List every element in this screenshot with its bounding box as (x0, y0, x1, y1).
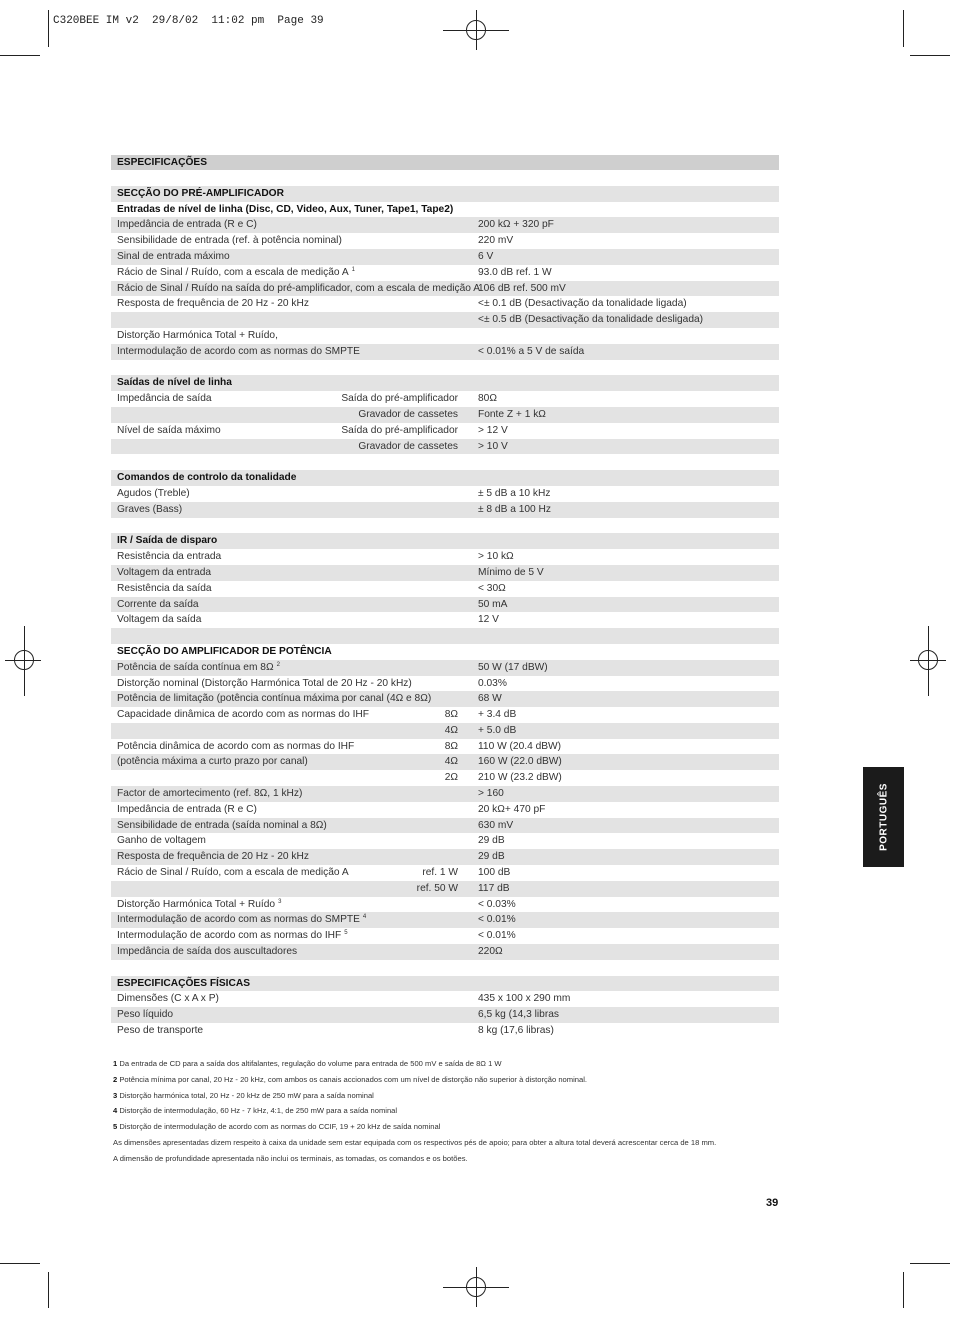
spec-row (111, 912, 779, 928)
spec-value: 435 x 100 x 290 mm (478, 993, 571, 1005)
footnote-text: Distorção de intermodulação de acordo com as normas do CCIF, 19 + 20 kHz de saída nominal (119, 1122, 441, 1132)
spec-row (111, 818, 779, 834)
language-tab-label: PORTUGUÊS (878, 783, 889, 851)
spec-value: < 0.03% (478, 898, 516, 910)
spec-row (111, 233, 779, 249)
spec-row (111, 265, 779, 281)
spec-label: (potência máxima a curto prazo por canal) (117, 756, 308, 768)
footnote-ref: 1 (351, 266, 355, 273)
spec-label: Intermodulação de acordo com as normas do IHF (117, 930, 342, 942)
spec-value: < 0.01% (478, 914, 516, 926)
spec-row (111, 423, 779, 439)
spec-row (111, 707, 779, 723)
footnote (113, 1119, 813, 1135)
spec-label: Nível de saída máximo (117, 424, 221, 436)
language-tab (863, 767, 904, 867)
spec-row (111, 786, 779, 802)
spec-row (111, 849, 779, 865)
spec-label: Rácio de Sinal / Ruído, com a escala de medição A (117, 867, 349, 879)
footnote (113, 1151, 813, 1167)
specifications-table (111, 155, 779, 1039)
footnote-number: 3 (113, 1090, 118, 1100)
spec-spacer (111, 454, 779, 470)
spec-row (111, 739, 779, 755)
spec-condition: Saída do pré-amplificador (341, 393, 458, 405)
spec-label: ESPECIFICAÇÕES (117, 157, 208, 168)
spec-value: 100 dB (478, 867, 511, 879)
spec-value: 29 dB (478, 851, 505, 863)
footnote-text: A dimensão de profundidade apresentada não inclui os terminais, as tomadas, os comandos e os botões. (113, 1153, 468, 1163)
spec-value: 20 kΩ+ 470 pF (478, 803, 546, 815)
spec-value: 80Ω (478, 393, 497, 405)
spec-value: 50 W (17 dBW) (478, 661, 548, 673)
spec-label: Peso de transporte (117, 1025, 204, 1037)
spec-label: Corrente da saída (117, 598, 199, 610)
spec-label: Sensibilidade de entrada (ref. à potência nominal) (117, 235, 342, 247)
spec-value: 12 V (478, 614, 499, 626)
spec-row (111, 802, 779, 818)
spec-row (111, 754, 779, 770)
spec-label: Potência de limitação (potência contínua máxima por canal (4Ω e 8Ω) (117, 693, 432, 705)
footnote (113, 1135, 813, 1151)
spec-value: 93.0 dB ref. 1 W (478, 266, 552, 278)
spec-label: Voltagem da entrada (117, 566, 212, 578)
spec-value: <± 0.1 dB (Desactivação da tonalidade ligada) (478, 298, 687, 310)
spec-condition: 4Ω (444, 756, 458, 768)
spec-value: 220 mV (478, 235, 514, 247)
spec-row (111, 312, 779, 328)
spec-title (111, 155, 779, 170)
spec-label: Distorção nominal (Distorção Harmónica Total de 20 Hz - 20 kHz) (117, 677, 412, 689)
spec-row (111, 691, 779, 707)
spec-value: 117 dB (478, 882, 510, 894)
spec-label: Impedância de saída dos auscultadores (117, 946, 298, 958)
spec-row (111, 897, 779, 913)
footnote-ref: 2 (276, 661, 280, 668)
spec-label: Factor de amortecimento (ref. 8Ω, 1 kHz) (117, 788, 303, 800)
spec-section-heading (111, 186, 779, 202)
spec-value: 630 mV (478, 819, 514, 831)
footnote-ref: 5 (344, 930, 348, 937)
spec-row (111, 991, 779, 1007)
spec-label: SECÇÃO DO PRÉ-AMPLIFICADOR (117, 187, 284, 199)
spec-value: 110 W (20.4 dBW) (478, 740, 562, 752)
spec-label: Capacidade dinâmica de acordo com as normas do IHF (117, 709, 369, 721)
footnote-text: Distorção de intermodulação, 60 Hz - 7 kHz, 4:1, de 250 mW para a saída nominal (119, 1106, 398, 1116)
spec-spacer (111, 360, 779, 376)
spec-value: < 30Ω (478, 582, 506, 594)
spec-row (111, 328, 779, 344)
spec-section-heading (111, 976, 779, 992)
footnote-text: Potência mínima por canal, 20 Hz - 20 kHz, com ambos os canais accionados com um nível de distorção não superior à distorção nominal. (119, 1074, 588, 1084)
spec-value: 160 W (22.0 dBW) (478, 756, 562, 768)
spec-row (111, 281, 779, 297)
spec-value: < 0.01% a 5 V de saída (478, 345, 585, 357)
spec-condition: ref. 50 W (416, 882, 458, 894)
spec-section-heading (111, 644, 779, 660)
footnote (113, 1072, 813, 1088)
spec-condition: ref. 1 W (422, 867, 458, 879)
spec-value: 210 W (23.2 dBW) (478, 772, 562, 784)
spec-label: Peso líquido (117, 1009, 174, 1021)
spec-value: 6 V (478, 250, 494, 262)
spec-label: Saídas de nível de linha (117, 377, 232, 389)
spec-condition: Saída do pré-amplificador (341, 424, 458, 436)
spec-value: 106 dB ref. 500 mV (478, 282, 566, 294)
spec-row (111, 439, 779, 455)
spec-value: 50 mA (478, 598, 508, 610)
footnote (113, 1056, 813, 1072)
spec-row (111, 391, 779, 407)
spec-row (111, 1023, 779, 1039)
spec-row (111, 565, 779, 581)
spec-label: Resposta de frequência de 20 Hz - 20 kHz (117, 298, 309, 310)
spec-spacer (111, 518, 779, 534)
spec-label: Impedância de entrada (R e C) (117, 219, 257, 231)
spec-spacer (111, 960, 779, 976)
spec-label: Sensibilidade de entrada (saída nominal a 8Ω) (117, 819, 327, 831)
spec-label: Graves (Bass) (117, 503, 183, 515)
spec-label: Agudos (Treble) (117, 487, 190, 499)
spec-row (111, 770, 779, 786)
spec-section-heading (111, 375, 779, 391)
spec-row (111, 944, 779, 960)
footnote-ref: 3 (278, 898, 282, 905)
spec-row (111, 881, 779, 897)
spec-row (111, 502, 779, 518)
spec-row (111, 676, 779, 692)
spec-value: 29 dB (478, 835, 505, 847)
spec-label: Sinal de entrada máximo (117, 250, 230, 262)
spec-value: > 10 V (478, 440, 508, 452)
spec-label: Voltagem da saída (117, 614, 202, 626)
spec-row (111, 660, 779, 676)
spec-value: + 3.4 dB (478, 709, 517, 721)
spec-row (111, 296, 779, 312)
spec-label: Entradas de nível de linha (Disc, CD, Video, Aux, Tuner, Tape1, Tape2) (117, 203, 454, 215)
spec-value: Fonte Z + 1 kΩ (478, 408, 546, 420)
footnote (113, 1088, 813, 1104)
footnotes (113, 1056, 813, 1167)
spec-value: ± 8 dB a 100 Hz (478, 503, 551, 515)
spec-condition: Gravador de cassetes (358, 440, 458, 452)
spec-label: Resistência da entrada (117, 551, 222, 563)
spec-condition: Gravador de cassetes (358, 408, 458, 420)
spec-condition: 2Ω (444, 772, 458, 784)
spec-condition: 4Ω (444, 724, 458, 736)
spec-label: Potência de saída contínua em 8Ω (117, 661, 274, 673)
spec-row (111, 928, 779, 944)
spec-row (111, 597, 779, 613)
footnote-number: 4 (113, 1106, 118, 1116)
spec-row (111, 217, 779, 233)
footnote-number: 1 (113, 1059, 118, 1068)
spec-value: > 160 (478, 788, 504, 800)
spec-value: < 0.01% (478, 930, 516, 942)
spec-label: Intermodulação de acordo com as normas do SMPTE (117, 345, 360, 357)
spec-row (111, 486, 779, 502)
spec-spacer (111, 628, 779, 644)
spec-row (111, 865, 779, 881)
spec-row (111, 833, 779, 849)
page-number: 39 (766, 1197, 779, 1209)
spec-label: Dimensões (C x A x P) (117, 993, 219, 1005)
spec-label: Distorção Harmónica Total + Ruído, (117, 329, 278, 341)
spec-label: Impedância de entrada (R e C) (117, 803, 257, 815)
spec-label: Rácio de Sinal / Ruído, com a escala de medição A (117, 266, 349, 278)
spec-label: Rácio de Sinal / Ruído na saída do pré-amplificador, com a escala de medição A (117, 282, 480, 294)
spec-label: Comandos de controlo da tonalidade (117, 472, 297, 484)
spec-row (111, 612, 779, 628)
spec-value: 200 kΩ + 320 pF (478, 219, 554, 231)
spec-value: > 10 kΩ (478, 551, 514, 563)
spec-label: Resposta de frequência de 20 Hz - 20 kHz (117, 851, 309, 863)
spec-section-heading (111, 470, 779, 486)
spec-value: > 12 V (478, 424, 508, 436)
footnote-text: Da entrada de CD para a saída dos altifalantes, regulação do volume para entrada de 500 mV e saída de 8Ω 1 W (119, 1059, 502, 1068)
spec-value: Mínimo de 5 V (478, 566, 544, 578)
spec-value: 220Ω (478, 946, 503, 958)
print-slug: C320BEE IM v2 29/8/02 11:02 pm Page 39 (53, 15, 324, 27)
spec-row (111, 407, 779, 423)
spec-row (111, 549, 779, 565)
spec-label: SECÇÃO DO AMPLIFICADOR DE POTÊNCIA (117, 645, 332, 657)
footnote (113, 1103, 813, 1119)
spec-subheading (111, 202, 779, 218)
spec-value: 8 kg (17,6 libras) (478, 1025, 554, 1037)
spec-value: 68 W (478, 693, 502, 705)
footnote-number: 5 (113, 1122, 118, 1132)
spec-value: ± 5 dB a 10 kHz (478, 487, 551, 499)
spec-label: Ganho de voltagem (117, 835, 206, 847)
footnote-ref: 4 (362, 914, 367, 921)
spec-label: Distorção Harmónica Total + Ruído (117, 898, 276, 910)
spec-value: + 5.0 dB (478, 724, 517, 736)
spec-condition: 8Ω (444, 709, 458, 721)
spec-spacer (111, 170, 779, 186)
footnote-text: As dimensões apresentadas dizem respeito à caixa da unidade sem estar equipada com os respectivos pés de apoio; para obter a altura total deverá acrescentar cerca de 18 mm. (113, 1137, 717, 1147)
spec-label: Intermodulação de acordo com as normas do SMPTE (117, 914, 360, 926)
spec-row (111, 581, 779, 597)
spec-value: <± 0.5 dB (Desactivação da tonalidade desligada) (478, 314, 704, 326)
spec-row (111, 344, 779, 360)
spec-row (111, 723, 779, 739)
spec-row (111, 249, 779, 265)
spec-label: Resistência da saída (117, 582, 212, 594)
spec-value: 6,5 kg (14,3 libras (478, 1009, 559, 1021)
spec-label: Potência dinâmica de acordo com as normas do IHF (117, 740, 355, 752)
footnote-text: Distorção harmónica total, 20 Hz - 20 kHz de 250 mW para a saída nominal (119, 1090, 374, 1100)
spec-label: IR / Saída de disparo (117, 535, 218, 547)
spec-row (111, 1007, 779, 1023)
spec-section-heading (111, 533, 779, 549)
spec-condition: 8Ω (444, 740, 458, 752)
spec-value: 0.03% (478, 677, 507, 689)
spec-label: Impedância de saída (117, 393, 212, 405)
spec-label: ESPECIFICAÇÕES FÍSICAS (117, 977, 251, 989)
footnote-number: 2 (113, 1074, 118, 1084)
